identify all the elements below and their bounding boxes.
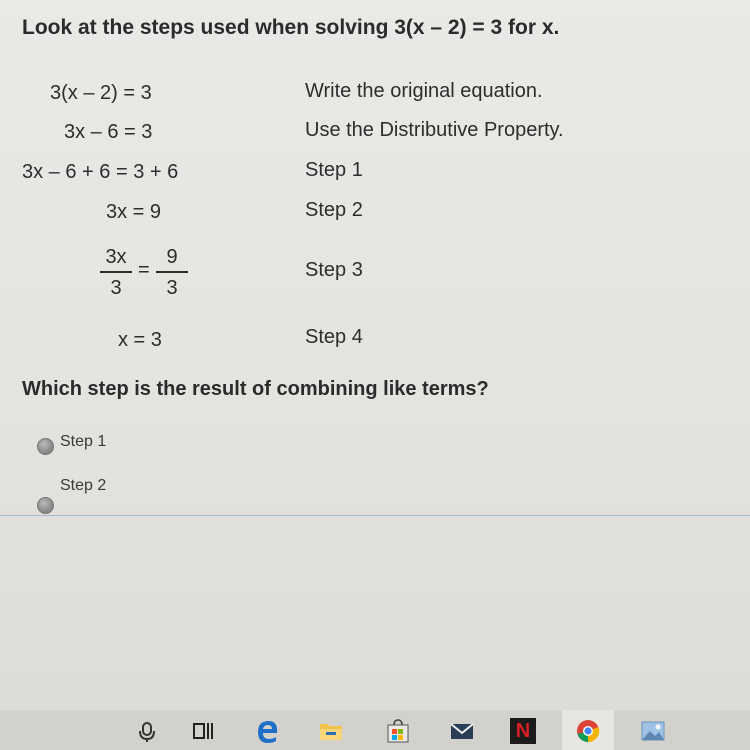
fraction-left-denominator: 3 (110, 276, 122, 299)
equation-distributive: 3x – 6 = 3 (64, 121, 153, 143)
netflix-letter: N (515, 719, 531, 742)
fraction-right (156, 245, 188, 299)
fraction-right-denominator: 3 (166, 276, 178, 299)
taskbar (0, 710, 750, 750)
option-label-step-2[interactable]: Step 2 (60, 477, 107, 494)
fraction-right-bar (156, 271, 188, 273)
fraction-right-numerator: 9 (166, 246, 178, 268)
question-prompt: Which step is the result of combining like terms? (22, 378, 489, 400)
fraction-left-bar (100, 271, 132, 273)
radio-option-step-1[interactable] (37, 438, 54, 455)
equation-step-3 (100, 245, 190, 305)
radio-option-step-2[interactable] (37, 497, 54, 514)
netflix-icon[interactable] (510, 718, 536, 744)
mail-icon[interactable] (449, 718, 475, 744)
description-step-3: Step 3 (305, 259, 363, 281)
chrome-icon[interactable] (575, 718, 601, 744)
fraction-left-numerator: 3x (105, 246, 127, 268)
equation-step-4: x = 3 (118, 329, 162, 351)
content-divider (0, 515, 750, 516)
task-view-icon[interactable] (191, 718, 217, 744)
fraction-equals-sign: = (138, 259, 150, 281)
description-step-1: Step 1 (305, 159, 363, 181)
option-label-step-1[interactable]: Step 1 (60, 433, 107, 450)
photos-icon[interactable] (640, 718, 666, 744)
file-explorer-icon[interactable] (318, 718, 344, 744)
edge-browser-icon[interactable] (255, 718, 281, 744)
microphone-icon[interactable] (134, 718, 160, 744)
description-step-4: Step 4 (305, 326, 363, 348)
description-distributive: Use the Distributive Property. (305, 119, 564, 141)
description-step-2: Step 2 (305, 199, 363, 221)
equation-original: 3(x – 2) = 3 (50, 82, 152, 104)
equation-step-2: 3x = 9 (106, 201, 162, 223)
description-original: Write the original equation. (305, 80, 543, 102)
fraction-left (100, 245, 132, 299)
equation-step-1: 3x – 6 + 6 = 3 + 6 (22, 161, 179, 183)
store-icon[interactable] (385, 718, 411, 744)
question-title: Look at the steps used when solving 3(x – 2) = 3 for x. (22, 16, 560, 39)
